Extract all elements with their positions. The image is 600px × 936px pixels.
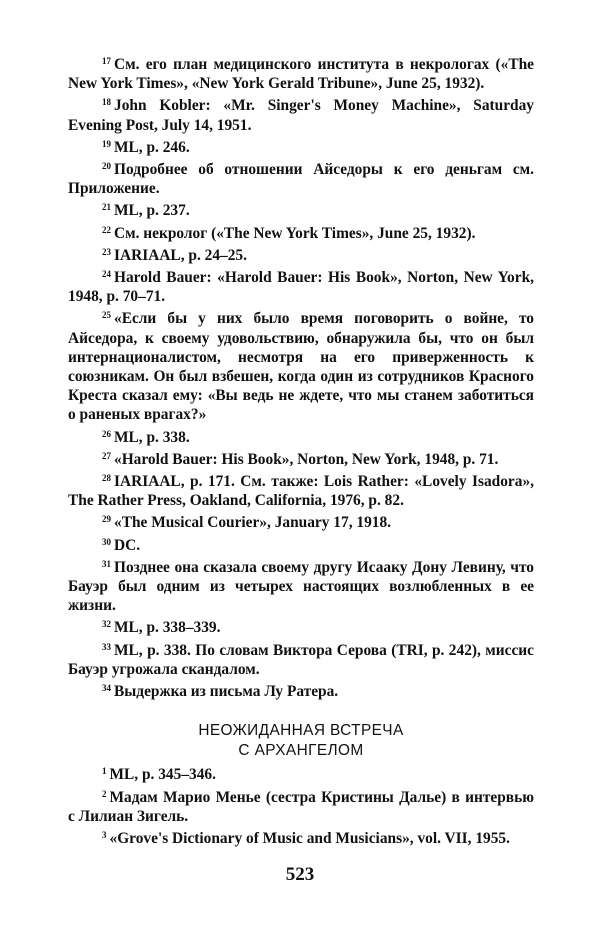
footnote — [68, 826, 534, 848]
footnote-number: 26 — [102, 428, 111, 439]
footnote-text: См. некролог («The New York Times», June 25, 1932). — [114, 224, 476, 242]
footnote-number: 22 — [102, 224, 111, 235]
footnote-text: ML, p. 338. По словам Виктора Серова (TRI, p. 242), миссис Бауэр угрожала скандалом. — [68, 641, 534, 678]
footnote — [68, 93, 534, 134]
footnote-text: ML, p. 338–339. — [114, 619, 221, 637]
footnote — [68, 679, 534, 701]
footnote-text: Harold Bauer: «Harold Bauer: His Book», Norton, New York, 1948, p. 70–71. — [68, 269, 534, 306]
footnote — [68, 555, 534, 616]
footnote-text: ML, p. 338. — [114, 428, 190, 446]
footnote — [68, 198, 534, 220]
footnote-number: 24 — [102, 269, 111, 280]
footnote — [68, 306, 534, 424]
section-title-line2: С АРХАНГЕЛОМ — [238, 741, 364, 759]
footnote — [68, 447, 534, 469]
notes-list-part1 — [68, 52, 534, 701]
section-title — [68, 721, 534, 760]
footnote-text: Позднее она сказала своему другу Исааку Дону Левину, что Бауэр был одним из четырех настоящих возлюбленных в ее жизни. — [68, 558, 534, 615]
footnote-text: «Harold Bauer: His Book», Norton, New York, 1948, p. 71. — [114, 450, 499, 468]
footnote-number: 2 — [102, 788, 107, 799]
footnote — [68, 221, 534, 243]
footnote-number: 28 — [102, 473, 111, 484]
page-number: 523 — [285, 864, 315, 885]
footnote-text: IARIAAL, p. 24–25. — [114, 246, 247, 264]
footnote-number: 21 — [102, 202, 111, 213]
footnote-number: 20 — [102, 161, 111, 172]
footnote — [68, 243, 534, 265]
footnote-number: 32 — [102, 619, 111, 630]
footnote-number: 23 — [102, 246, 111, 257]
footnote — [68, 157, 534, 198]
footnote — [68, 638, 534, 679]
footnote-number: 25 — [102, 310, 111, 321]
footnote-text: John Kobler: «Mr. Singer's Money Machine», Saturday Evening Post, July 14, 1951. — [68, 97, 534, 134]
footnote-number: 1 — [102, 766, 107, 777]
footnote-text: «Grove's Dictionary of Music and Musicians», vol. VII, 1955. — [109, 830, 510, 848]
footnote-text: ML, p. 345–346. — [109, 766, 216, 784]
footnote — [68, 425, 534, 447]
footnote-number: 33 — [102, 641, 111, 652]
footnote-text: «The Musical Courier», January 17, 1918. — [114, 514, 392, 532]
footnote — [68, 265, 534, 306]
footnote — [68, 52, 534, 93]
footnote-text: Подробнее об отношении Айседоры к его деньгам см. Приложение. — [68, 161, 534, 198]
footnote-text: «Если бы у них было время поговорить о войне, то Айседора, к своему удовольствию, обнаружила бы, что он был интернационалистом, несмотря на его приверженность к союзникам. Он был взбешен, когда один из сотрудников Красного Креста сказал ему: «Вы ведь не ждете, что мы станем заботиться о раненых врагах?» — [68, 310, 534, 424]
footnote-number: 34 — [102, 683, 111, 694]
footnote-number: 31 — [102, 558, 111, 569]
footnote — [68, 615, 534, 637]
footnote — [68, 762, 534, 784]
footnote-text: Выдержка из письма Лу Ратера. — [114, 683, 339, 701]
page-content — [68, 52, 534, 848]
footnote-number: 3 — [102, 830, 107, 841]
footnote-text: IARIAAL, p. 171. См. также: Lois Rather: «Lovely Isadora», The Rather Press, Oakland, California, 1976, p. 82. — [68, 473, 534, 510]
footnote-number: 29 — [102, 514, 111, 525]
footnote — [68, 510, 534, 532]
footnote-text: DC. — [114, 536, 141, 554]
footnote-number: 18 — [102, 97, 111, 108]
footnote — [68, 533, 534, 555]
footnote-number: 19 — [102, 138, 111, 149]
footnote — [68, 469, 534, 510]
footnote-number: 17 — [102, 56, 111, 66]
notes-list-part2 — [68, 762, 534, 848]
footnote-text: Мадам Марио Менье (сестра Кристины Дальe) в интервью с Лилиан Зигель. — [68, 788, 534, 825]
footnote-number: 30 — [102, 536, 111, 547]
footnote-number: 27 — [102, 450, 111, 461]
section-title-line1: НЕОЖИДАННАЯ ВСТРЕЧА — [198, 722, 404, 740]
footnote-text: См. его план медицинского института в некрологах («The New York Times», «New York Gerald Tribune», June 25, 1932). — [68, 56, 534, 93]
footnote-text: ML, p. 237. — [114, 202, 190, 220]
footnote — [68, 135, 534, 157]
footnote-text: ML, p. 246. — [114, 138, 190, 156]
footnote — [68, 785, 534, 826]
